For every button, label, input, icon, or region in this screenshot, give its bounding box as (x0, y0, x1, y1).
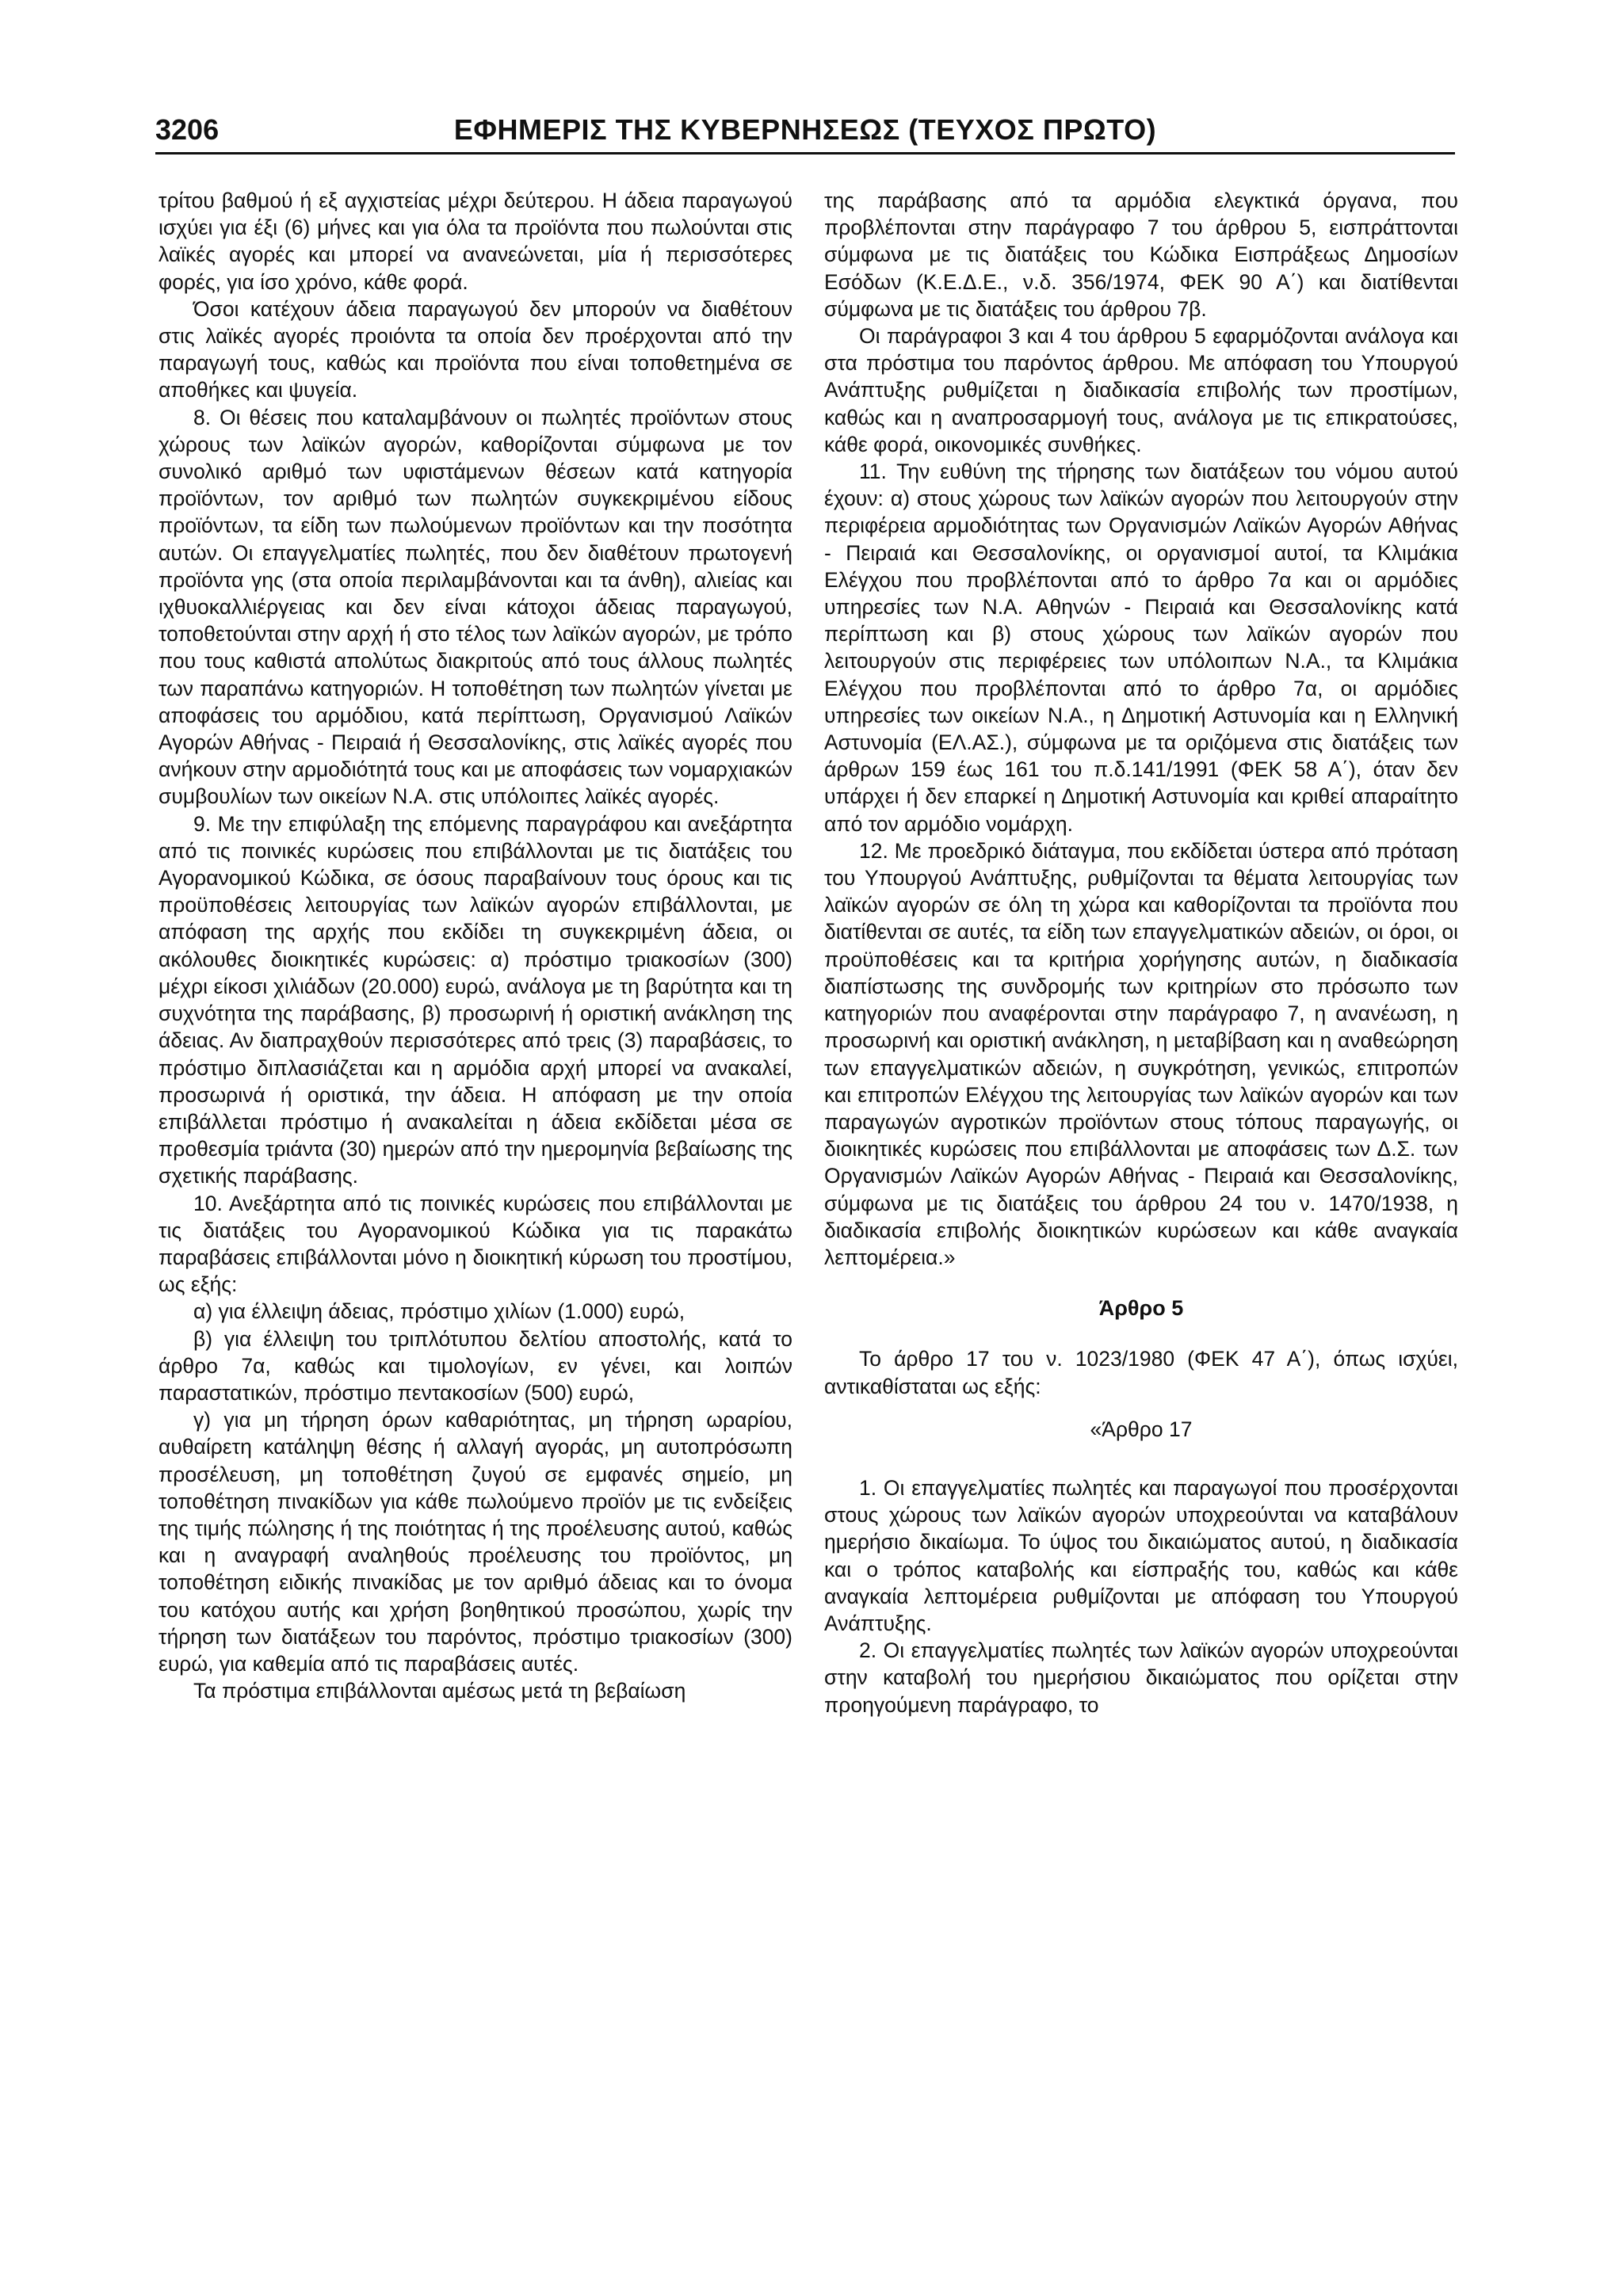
paragraph: της παράβασης από τα αρμόδια ελεγκτικά όργανα, που προβλέπονται στην παράγραφο 7 του άρθρου 5, εισπράττονται σύμφωνα με τις διατάξεις του Κώδικα Εισπράξεως Δημοσίων Εσόδων (Κ.Ε.Δ.Ε., ν.δ. 356/1974, ΦΕΚ 90 Α΄) και διατίθενται σύμφωνα με τις διατάξεις του άρθρου 7β. (824, 189, 1458, 321)
gazette-title: ΕΦΗΜΕΡΙΣ ΤΗΣ ΚΥΒΕΡΝΗΣΕΩΣ (ΤΕΥΧΟΣ ΠΡΩΤΟ) (453, 113, 1157, 146)
paragraph: Τα πρόστιμα επιβάλλονται αμέσως μετά τη βεβαίωση (193, 1679, 686, 1703)
page-header (155, 108, 1455, 152)
paragraph: 11. Την ευθύνη της τήρησης των διατάξεων του νόμου αυτού έχουν: α) στους χώρους των λαϊκών αγορών που λειτουργούν στην περιφέρεια αρμοδιότητας των Οργανισμών Λαϊκών Αγορών Αθήνας - Πειραιά και Θεσσαλονίκης, οι οργανισμοί αυτοί, τα Κλιμάκια Ελέγχου που προβλέπονται από το άρθρο 7α και οι αρμόδιες υπηρεσίες των Ν.Α. Αθηνών - Πειραιά και Θεσσαλονίκης κατά περίπτωση και β) στους χώρους των λαϊκών αγορών που λειτουργούν στις περιφέρειες των υπόλοιπων Ν.Α., τα Κλιμάκια Ελέγχου που προβλέπονται από το άρθρο 7α, οι αρμόδιες υπηρεσίες των οικείων Ν.Α., η Δημοτική Αστυνομία και η Ελληνική Αστυνομία (ΕΛ.ΑΣ.), σύμφωνα με τα οριζόμενα στις διατάξεις των άρθρων 159 έως 161 του π.δ.141/1991 (ΦΕΚ 58 Α΄), όταν δεν υπάρχει ή δεν επαρκεί η Δημοτική Αστυνομία και κριθεί απαραίτητο από τον αρμόδιο νομάρχη. (824, 460, 1458, 836)
list-item: γ) για μη τήρηση όρων καθαριότητας, μη τήρηση ωραρίου, αυθαίρετη κατάληψη θέσης ή αλλαγή αγοράς, μη αυτοπρόσωπη προσέλευση, μη τοποθέτηση ζυγού σε εμφανές σημείο, μη τοποθέτηση πινακίδων για κάθε πωλούμενο προϊόν με τις ενδείξεις της τιμής πώλησης ή της ποιότητας ή της προέλευσης αυτού, καθώς και η αναγραφή αναληθούς προέλευσης του προϊόντος, μη τοποθέτηση ειδικής πινακίδας με τον αριθμό άδειας και το όνομα του κατόχου αυτής και χρήση βοηθητικού προσώπου, χωρίς την τήρηση των διατάξεων του παρόντος, πρόστιμο τριακοσίων (300) ευρώ, για καθεμία από τις παραβάσεις αυτές. (158, 1408, 792, 1676)
paragraph: 8. Οι θέσεις που καταλαμβάνουν οι πωλητές προϊόντων στους χώρους των λαϊκών αγορών, καθορίζονται σύμφωνα με τον συνολικό αριθμό των υφιστάμενων θέσεων κατά κατηγορία προϊόντων, τον αριθμό των πωλητών συγκεκριμένου είδους προϊόντων, τα είδη των πωλούμενων προϊόντων και την ποσότητα αυτών. Οι επαγγελματίες πωλητές, που δεν διαθέτουν πρωτογενή προϊόντα γης (στα οποία περιλαμβάνονται και τα άνθη), αλιείας και ιχθυοκαλλιέργειας και δεν είναι κάτοχοι άδειας παραγωγού, τοποθετούνται στην αρχή ή στο τέλος των λαϊκών αγορών, με τρόπο που τους καθιστά απολύτως διακριτούς από τους άλλους πωλητές των παραπάνω κατηγοριών. Η τοποθέτηση των πωλητών γίνεται με αποφάσεις του αρμόδιου, κατά περίπτωση, Οργανισμού Λαϊκών Αγορών Αθήνας - Πειραιά ή Θεσσαλονίκης, στις λαϊκές αγορές που ανήκουν στην αρμοδιότητά τους και με αποφάσεις των νομαρχιακών συμβουλίων των οικείων Ν.Α. στις υπόλοιπες λαϊκές αγορές. (158, 405, 792, 809)
paragraph: 9. Με την επιφύλαξη της επόμενης παραγράφου και ανεξάρτητα από τις ποινικές κυρώσεις που επιβάλλονται με τις διατάξεις του Αγορανομικού Κώδικα, σε όσους παραβαίνουν τους όρους και τις προϋποθέσεις λειτουργίας των λαϊκών αγορών επιβάλλονται, με απόφαση της αρχής που εκδίδει τη συγκεκριμένη άδεια, οι ακόλουθες διοικητικές κυρώσεις: α) πρόστιμο τριακοσίων (300) μέχρι είκοσι χιλιάδων (20.000) ευρώ, ανάλογα με τη βαρύτητα και τη συχνότητα της παράβασης, β) προσωρινή ή οριστική ανάκληση της άδειας. Αν διαπραχθούν περισσότερες από τρεις (3) παραβάσεις, το πρόστιμο διπλασιάζεται και η αρμόδια αρχή μπορεί να ανακαλεί, προσωρινά ή οριστικά, την άδεια. Η απόφαση με την οποία επιβάλλεται πρόστιμο ή ανακαλείται η άδεια εκδίδεται μέσα σε προθεσμία τριάντα (30) ημερών από την ημερομηνία βεβαίωσης της σχετικής παράβασης. (158, 811, 792, 1188)
list-item: α) για έλλειψη άδειας, πρόστιμο χιλίων (1.000) ευρώ, (193, 1299, 685, 1324)
left-column (158, 187, 792, 2247)
article-intro: Το άρθρο 17 του ν. 1023/1980 (ΦΕΚ 47 Α΄), όπως ισχύει, αντικαθίσταται ως εξής: (824, 1347, 1458, 1398)
list-item: β) για έλλειψη του τριπλότυπου δελτίου αποστολής, κατά το άρθρο 7α, καθώς και τιμολογίων, εν γένει, και λοιπών παραστατικών, πρόστιμο πεντακοσίων (500) ευρώ, (158, 1326, 792, 1405)
paragraph: 10. Ανεξάρτητα από τις ποινικές κυρώσεις που επιβάλλονται με τις διατάξεις του Αγορανομικού Κώδικα για τις παρακάτω παραβάσεις επιβάλλονται μόνο η διοικητική κύρωση του προστίμου, ως εξής: (158, 1191, 792, 1297)
paragraph: Όσοι κατέχουν άδεια παραγωγού δεν μπορούν να διαθέτουν στις λαϊκές αγορές προιόντα τα οποία δεν προέρχονται από την παραγωγή τους, καθώς και προϊόντα που είναι τοποθετημένα σε αποθήκες και ψυγεία. (158, 296, 792, 402)
quoted-article-heading: «Άρθρο 17 (1090, 1417, 1193, 1441)
article-heading: Άρθρο 5 (1098, 1296, 1184, 1321)
paragraph: 2. Οι επαγγελματίες πωλητές των λαϊκών αγορών υποχρεούνται στην καταβολή του ημερήσιου δικαιώματος που ορίζεται στην προηγούμενη παράγραφο, το (824, 1638, 1458, 1717)
paragraph: Οι παράγραφοι 3 και 4 του άρθρου 5 εφαρμόζονται ανάλογα και στα πρόστιμα του παρόντος άρθρου. Με απόφαση του Υπουργού Ανάπτυξης ρυθμίζεται η διαδικασία επιβολής των προστίμων, καθώς και η αναπροσαρμογή τους, ανάλογα με τις επικρατούσες, κάθε φορά, οικονομικές συνθήκες. (824, 324, 1458, 456)
paragraph: 12. Με προεδρικό διάταγμα, που εκδίδεται ύστερα από πρόταση του Υπουργού Ανάπτυξης, ρυθμίζονται τα θέματα λειτουργίας των λαϊκών αγορών σε όλη τη χώρα και καθορίζονται τα προϊόντα που διατίθενται σε αυτές, τα είδη των επαγγελματικών αδειών, οι όροι, οι προϋποθέσεις και τα κριτήρια χορήγησης αυτών, η διαδικασία διαπίστωσης της συνδρομής των κριτηρίων στο πρόσωπο των κατηγοριών που αναφέρονται στην παράγραφο 7, η ανανέωση, η προσωρινή και οριστική ανάκληση, η μεταβίβαση και η αναθεώρηση των επαγγελματικών αδειών, η συγκρότηση, γενικώς, επιτροπών και επιτροπών Ελέγχου της λειτουργίας των λαϊκών αγορών και των παραγωγών αγροτικών προϊόντων στους τόπους παραγωγής, οι διοικητικές κυρώσεις που επιβάλλονται με αποφάσεις των Δ.Σ. των Οργανισμών Λαϊκών Αγορών Αθήνας - Πειραιά και Θεσσαλονίκης, σύμφωνα με τις διατάξεις του άρθρου 24 του ν. 1470/1938, η διαδικασία επιβολής διοικητικών κυρώσεων και κάθε αναγκαία λεπτομέρεια.» (824, 838, 1458, 1269)
right-column (824, 187, 1458, 2247)
paragraph: 1. Οι επαγγελματίες πωλητές και παραγωγοί που προσέρχονται στους χώρους των λαϊκών αγορών υποχρεούνται να καταβάλουν ημερήσιο δικαίωμα. Το ύψος του δικαιώματος αυτού, η διαδικασία και ο τρόπος καταβολής και είσπραξής του, καθώς και κάθε αναγκαία λεπτομέρεια ρυθμίζονται με απόφαση του Υπουργού Ανάπτυξης. (824, 1475, 1458, 1635)
page-number: 3206 (155, 113, 220, 146)
paragraph: τρίτου βαθμού ή εξ αγχιστείας μέχρι δεύτερου. Η άδεια παραγωγού ισχύει για έξι (6) μήνες και για όλα τα προϊόντα που πωλούνται στις λαϊκές αγορές και μπορεί να ανανεώνεται, μία ή περισσότερες φορές, για ίσο χρόνο, κάθε φορά. (158, 189, 792, 294)
header-divider (155, 152, 1455, 154)
